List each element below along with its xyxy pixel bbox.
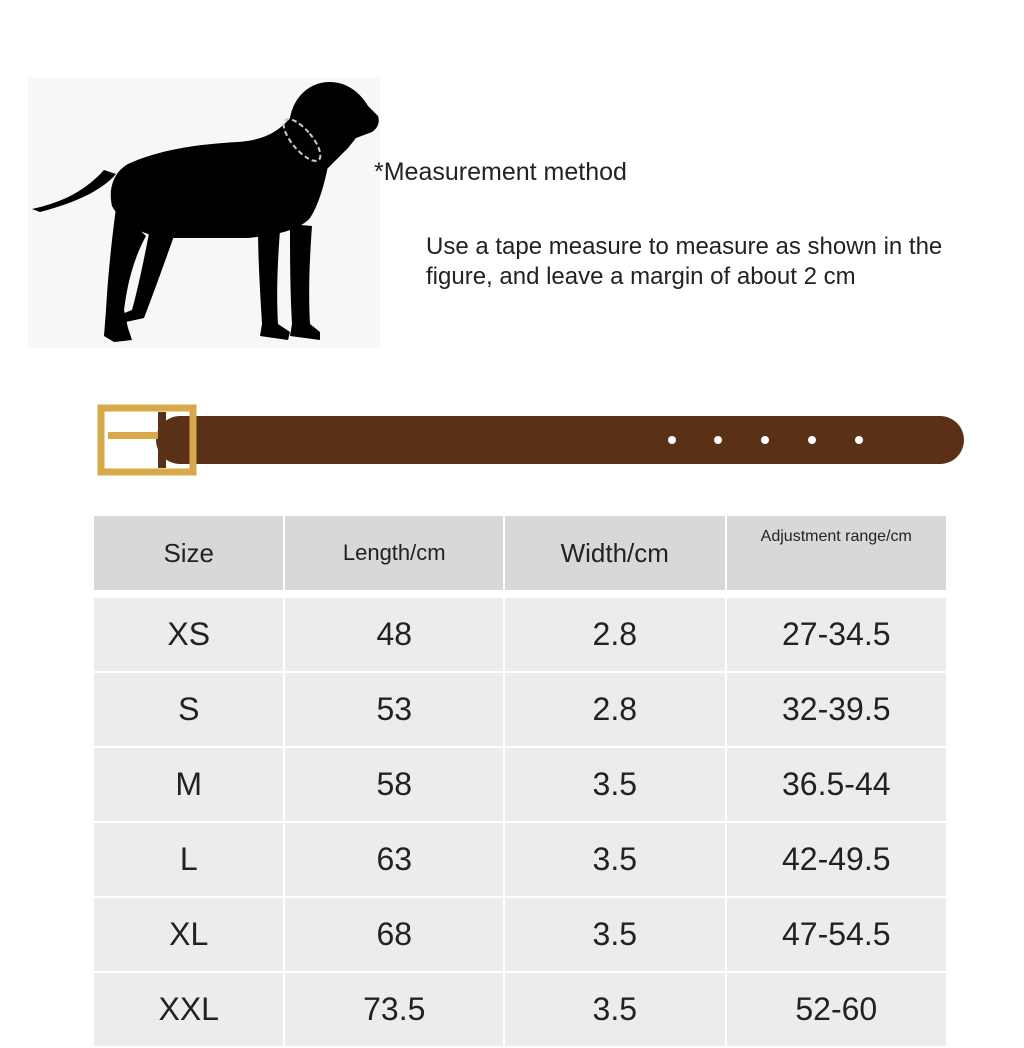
table-row	[94, 898, 946, 973]
size-chart-table	[94, 516, 946, 1048]
brown-leather-collar-icon	[96, 402, 978, 478]
header-size: Size	[94, 516, 285, 592]
cell-length: 68	[285, 898, 505, 973]
cell-length: 63	[285, 823, 505, 898]
table-row	[94, 823, 946, 898]
table-row	[94, 748, 946, 823]
cell-length: 53	[285, 673, 505, 748]
measurement-method-title: *Measurement method	[374, 158, 627, 186]
header-length: Length/cm	[285, 516, 505, 592]
collar-strap	[156, 416, 964, 464]
cell-adjustment-range: 42-49.5	[727, 823, 946, 898]
table-row	[94, 673, 946, 748]
cell-size: XL	[94, 898, 285, 973]
cell-size: XXL	[94, 973, 285, 1048]
table-header-row	[94, 516, 946, 592]
buckle-keeper	[158, 412, 166, 468]
table-row	[94, 973, 946, 1048]
header-width: Width/cm	[505, 516, 727, 592]
cell-length: 58	[285, 748, 505, 823]
cell-width: 3.5	[505, 823, 727, 898]
cell-adjustment-range: 52-60	[727, 973, 946, 1048]
cell-adjustment-range: 36.5-44	[727, 748, 946, 823]
table-row	[94, 592, 946, 673]
cell-size: L	[94, 823, 285, 898]
cell-size: M	[94, 748, 285, 823]
cell-adjustment-range: 47-54.5	[727, 898, 946, 973]
cell-width: 3.5	[505, 973, 727, 1048]
dog-silhouette-icon	[28, 78, 388, 350]
cell-length: 73.5	[285, 973, 505, 1048]
cell-width: 3.5	[505, 898, 727, 973]
buckle-bar	[108, 432, 164, 439]
cell-width: 3.5	[505, 748, 727, 823]
cell-size: S	[94, 673, 285, 748]
cell-adjustment-range: 32-39.5	[727, 673, 946, 748]
cell-adjustment-range: 27-34.5	[727, 592, 946, 673]
cell-length: 48	[285, 592, 505, 673]
cell-width: 2.8	[505, 592, 727, 673]
measurement-instructions: Use a tape measure to measure as shown in the figure, and leave a margin of about 2 cm	[426, 233, 943, 290]
header-adjustment-range: Adjustment range/cm	[727, 516, 946, 592]
cell-size: XS	[94, 592, 285, 673]
cell-width: 2.8	[505, 673, 727, 748]
